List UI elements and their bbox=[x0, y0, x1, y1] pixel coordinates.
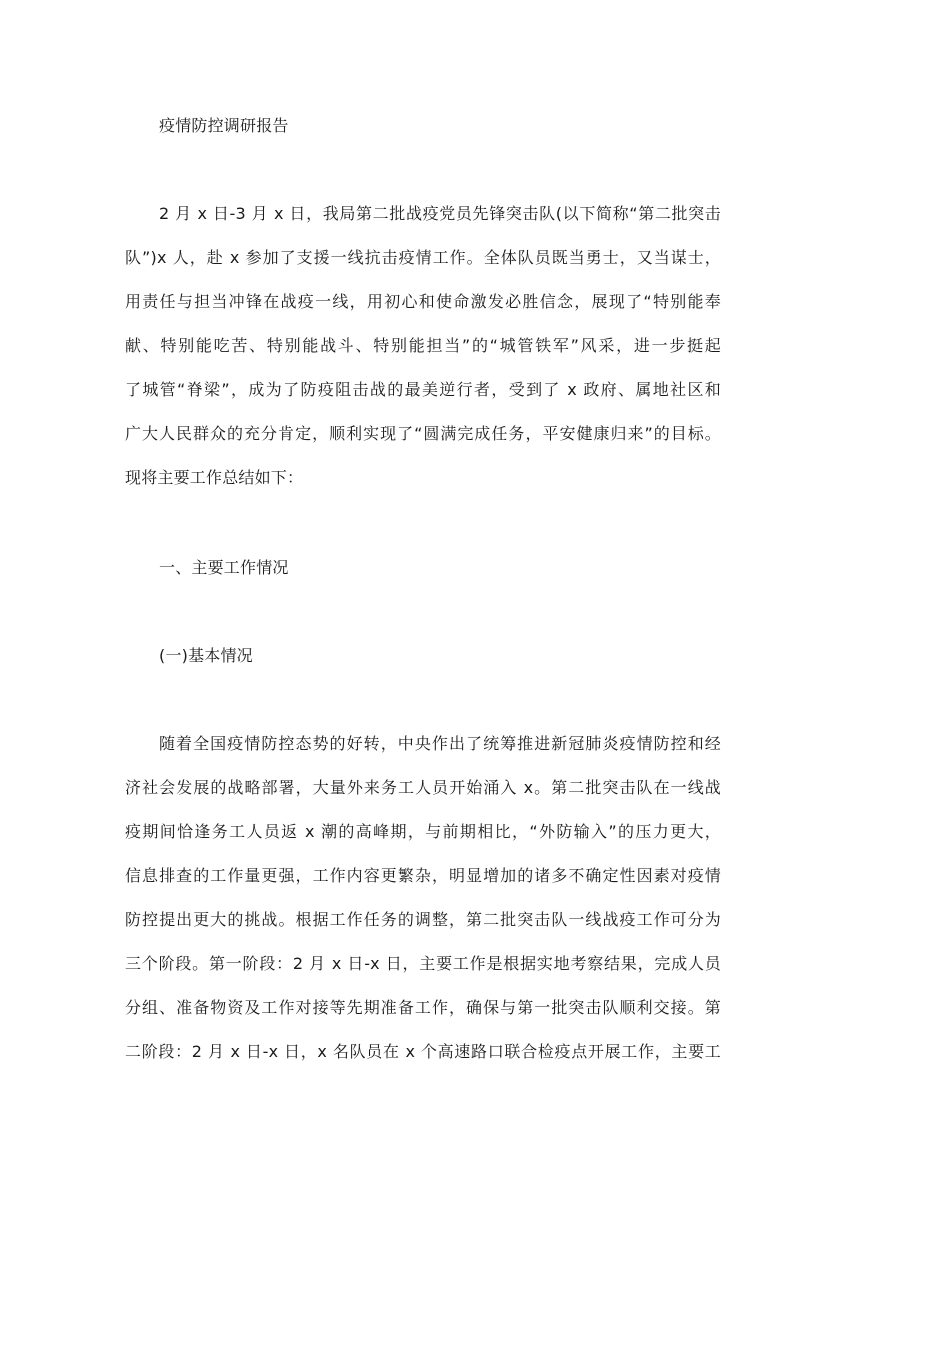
intro-line: 2 月 x 日-3 月 x 日，我局第二批战疫党员先锋突击队(以下简称“第二批突击 bbox=[159, 204, 721, 223]
body-line: 信息排查的工作量更强，工作内容更繁杂，明显增加的诸多不确定性因素对疫情 bbox=[125, 866, 721, 885]
intro-line: 队”)x 人，赴 x 参加了支援一线抗击疫情工作。全体队员既当勇士，又当谋士， bbox=[125, 248, 721, 267]
body-line: 分组、准备物资及工作对接等先期准备工作，确保与第一批突击队顺利交接。第 bbox=[125, 998, 721, 1017]
body-line: 济社会发展的战略部署，大量外来务工人员开始涌入 x。第二批突击队在一线战 bbox=[125, 778, 721, 797]
body-line: 随着全国疫情防控态势的好转，中央作出了统筹推进新冠肺炎疫情防控和经 bbox=[159, 734, 721, 753]
document-title: 疫情防控调研报告 bbox=[159, 116, 289, 135]
body-line: 二阶段：2 月 x 日-x 日，x 名队员在 x 个高速路口联合检疫点开展工作，主要工 bbox=[125, 1042, 721, 1061]
intro-line: 现将主要工作总结如下： bbox=[125, 468, 304, 487]
body-line: 三个阶段。第一阶段：2 月 x 日-x 日，主要工作是根据实地考察结果，完成人员 bbox=[125, 954, 721, 973]
intro-line: 广大人民群众的充分肯定，顺利实现了“圆满完成任务，平安健康归来”的目标。 bbox=[125, 424, 721, 443]
section-heading: 一、主要工作情况 bbox=[159, 558, 289, 577]
intro-line: 献、特别能吃苦、特别能战斗、特别能担当”的“城管铁军”风采，进一步挺起 bbox=[125, 336, 721, 355]
intro-line: 用责任与担当冲锋在战疫一线，用初心和使命激发必胜信念，展现了“特别能奉 bbox=[125, 292, 721, 311]
intro-line: 了城管“脊梁”，成为了防疫阻击战的最美逆行者，受到了 x 政府、属地社区和 bbox=[125, 380, 721, 399]
subsection-heading: (一)基本情况 bbox=[159, 646, 253, 665]
body-line: 防控提出更大的挑战。根据工作任务的调整，第二批突击队一线战疫工作可分为 bbox=[125, 910, 721, 929]
body-line: 疫期间恰逢务工人员返 x 潮的高峰期，与前期相比，“外防输入”的压力更大， bbox=[125, 822, 721, 841]
